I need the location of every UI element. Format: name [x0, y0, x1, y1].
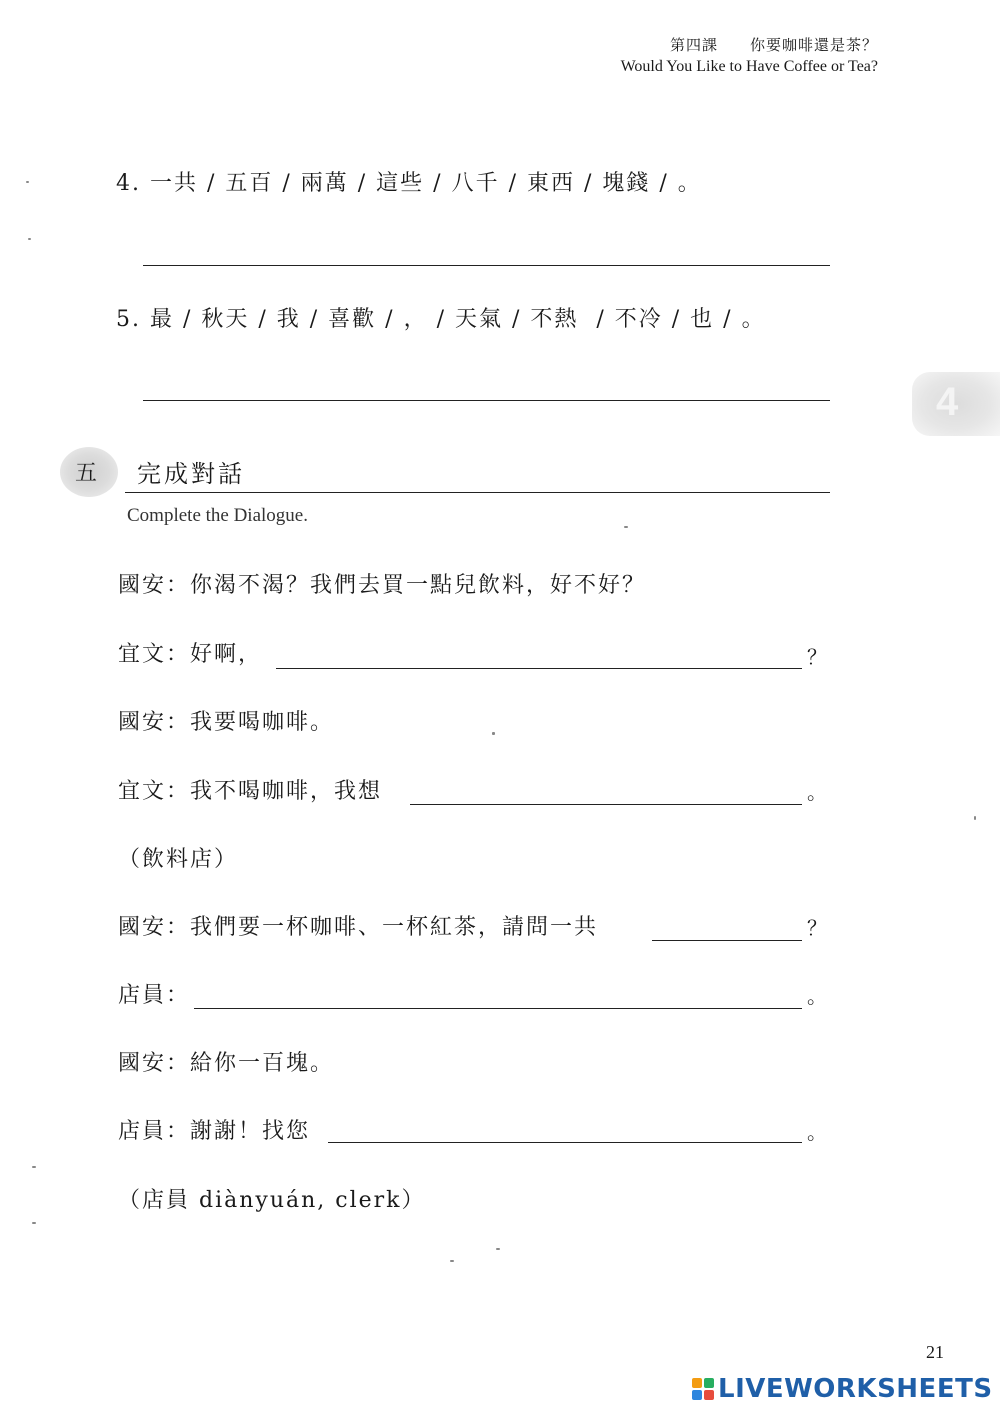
- vocab-note: （店員 diànyuán, clerk）: [118, 1188, 426, 1213]
- dialogue-6-end-punct: ？: [807, 916, 827, 940]
- scan-speck: [974, 816, 976, 820]
- dialogue-line-4: 宜文：我不喝咖啡，我想: [118, 779, 383, 804]
- question-5-answer-line[interactable]: [143, 400, 830, 401]
- scan-speck: [492, 732, 495, 735]
- liveworksheets-logo[interactable]: [692, 1374, 993, 1404]
- dialogue-2-end-punct: ？: [807, 645, 827, 669]
- scan-speck: [450, 1260, 454, 1262]
- scan-speck: [496, 1248, 500, 1250]
- question-4-prompt: 4. 一共 / 五百 / 兩萬 / 這些 / 八千 / 東西 / 塊錢 / 。: [116, 171, 702, 196]
- dialogue-line-6: 國安：我們要一杯咖啡、一杯紅茶，請問一共: [118, 915, 599, 940]
- chapter-tab-number: 4: [936, 380, 959, 424]
- section-number: 五: [75, 461, 98, 486]
- dialogue-line-2: 宜文：好啊，: [118, 642, 263, 667]
- dialogue-9-answer-blank[interactable]: [328, 1142, 802, 1143]
- lesson-title-en: Would You Like to Have Coffee or Tea?: [620, 58, 878, 75]
- dialogue-4-end-punct: 。: [807, 780, 827, 804]
- section-title-underline: [125, 492, 830, 493]
- dialogue-line-8: 國安：給你一百塊。: [118, 1051, 335, 1076]
- scan-speck: [32, 1166, 36, 1168]
- scan-speck: [28, 238, 31, 240]
- dialogue-scene-note: （飲料店）: [118, 847, 239, 872]
- lesson-title-zh: 第四課 你要咖啡還是茶？: [669, 36, 878, 54]
- liveworksheets-logo-icon: [692, 1378, 714, 1400]
- page-number: 21: [926, 1342, 944, 1362]
- dialogue-line-9: 店員：謝謝！找您: [118, 1119, 311, 1144]
- dialogue-line-3: 國安：我要喝咖啡。: [118, 710, 335, 735]
- dialogue-line-7: 店員：: [118, 983, 191, 1008]
- dialogue-6-answer-blank[interactable]: [652, 940, 802, 941]
- scan-speck: [32, 1222, 36, 1224]
- section-title: 完成對話: [137, 460, 245, 488]
- dialogue-7-answer-blank[interactable]: [194, 1008, 802, 1009]
- dialogue-4-answer-blank[interactable]: [410, 804, 802, 805]
- liveworksheets-logo-text: LIVEWORKSHEETS: [718, 1374, 993, 1404]
- dialogue-2-answer-blank[interactable]: [276, 668, 802, 669]
- question-5-prompt: 5. 最 / 秋天 / 我 / 喜歡 / ， / 天氣 / 不熱 / 不冷 / 也 / 。: [116, 307, 766, 332]
- scan-speck: [624, 526, 628, 528]
- dialogue-7-end-punct: 。: [807, 984, 827, 1008]
- dialogue-line-1: 國安：你渴不渴？我們去買一點兒飲料，好不好？: [118, 573, 647, 598]
- scan-speck: [26, 181, 29, 183]
- section-subtitle: Complete the Dialogue.: [127, 505, 308, 526]
- dialogue-9-end-punct: 。: [807, 1120, 827, 1144]
- question-4-answer-line[interactable]: [143, 265, 830, 266]
